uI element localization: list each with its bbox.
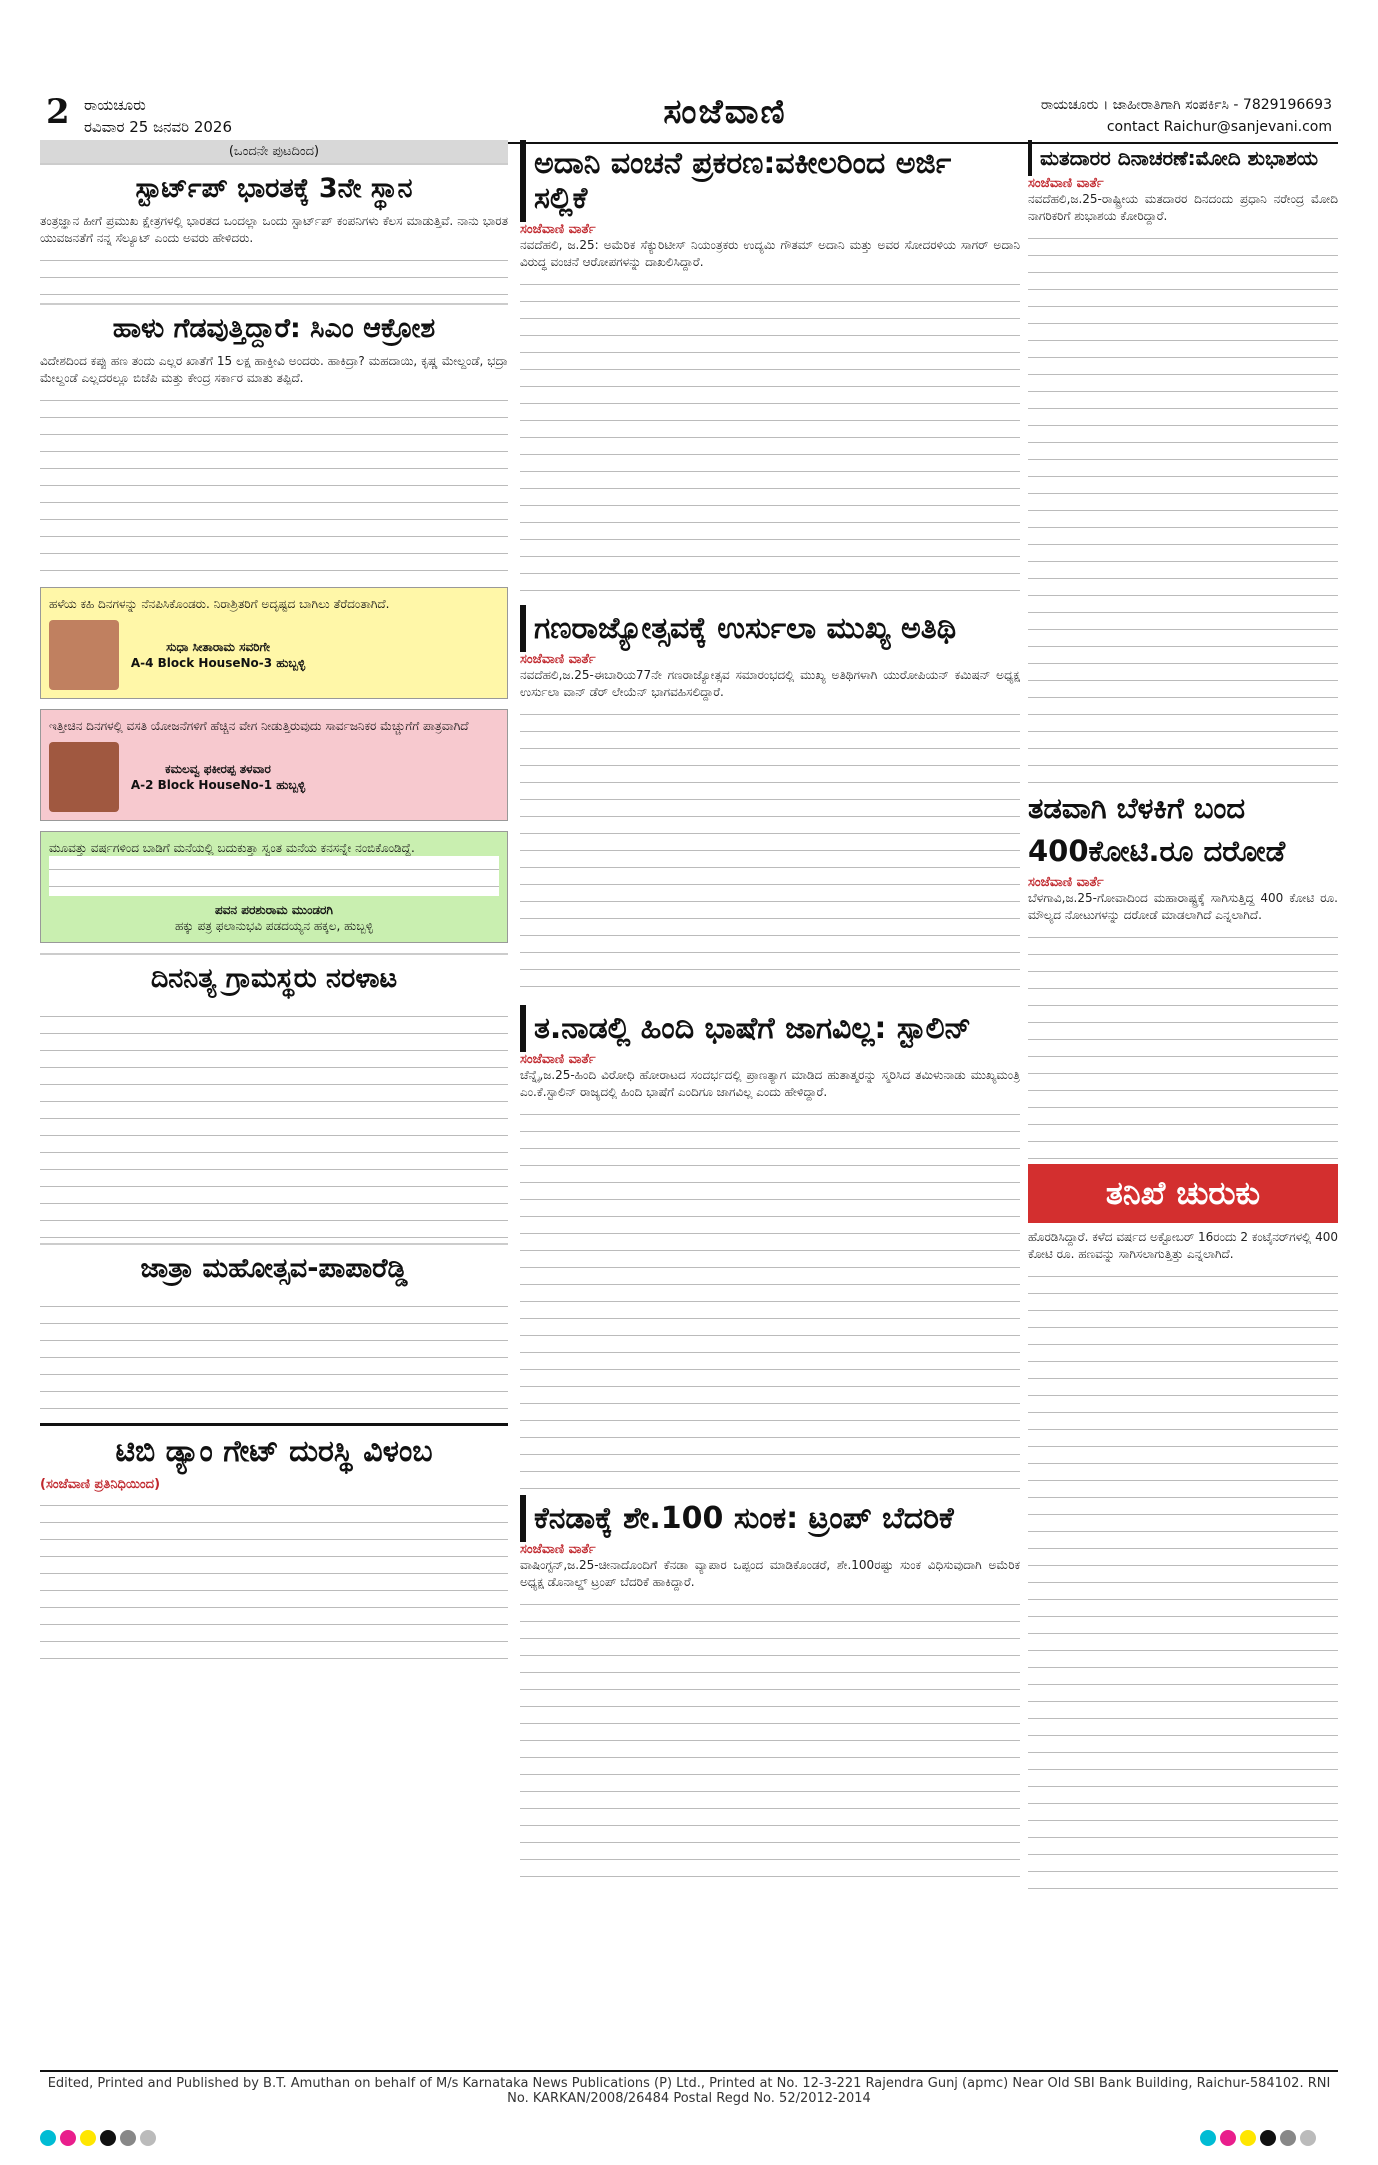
- column-right: [1028, 140, 1338, 1903]
- headline-stalin: ತ.ನಾಡಲ್ಲಿ ಹಿಂದಿ ಭಾಷೆಗೆ ಜಾಗವಿಲ್ಲ: ಸ್ಟಾಲಿನ್: [520, 1005, 1020, 1052]
- ad-pink-name: ಕಮಲವ್ವ ಫಕೀರಪ್ಪ ತಳವಾರ: [165, 762, 271, 776]
- article-stalin-lines: [520, 1101, 1020, 1491]
- article-ursula-body: ನವದೆಹಲಿ,ಜ.25-ಈಬಾರಿಯ77ನೇ ಗಣರಾಜ್ಯೋತ್ಸವ ಸಮಾರಂಭದಲ್ಲಿ ಮುಖ್ಯ ಅತಿಥಿಗಳಾಗಿ ಯುರೋಪಿಯನ್ ಕಮಿಷನ್ ಅಧ್ಯಕ್ಷ ಉರ್ಸುಲಾ ವಾನ್ ಡೆರ್ ಲೇಯೆನ್ ಭಾಗವಹಿಸಲಿದ್ದಾರೆ.: [520, 668, 1020, 699]
- ad-pink-photo: [49, 742, 119, 812]
- article-canada-body: ವಾಷಿಂಗ್ಟನ್,ಜ.25-ಚೀನಾದೊಂದಿಗೆ ಕೆನಡಾ ವ್ಯಾಪಾರ ಒಪ್ಪಂದ ಮಾಡಿಕೊಂಡರೆ, ಶೇ.100ರಷ್ಟು ಸುಂಕ ವಿಧಿಸುವುದಾಗಿ ಅಮೆರಿಕ ಅಧ್ಯಕ್ಷ ಡೊನಾಲ್ಡ್ ಟ್ರಂಪ್ ಬೆದರಿಕೆ ಹಾಕಿದ್ದಾರೆ.: [520, 1558, 1020, 1589]
- masthead: [40, 92, 1338, 144]
- logo: ಸಂಜೆವಾಣಿ: [663, 92, 787, 132]
- headline-voters-day: ಮತದಾರರ ದಿನಾಚರಣೆ:ಮೋದಿ ಶುಭಾಶಯ: [1028, 140, 1338, 176]
- headline-jatra: ಜಾತ್ರಾ ಮಹೋತ್ಸವ-ಪಾಪಾರೆಡ್ಡಿ: [40, 1243, 508, 1293]
- tb-dam-byline: (ಸಂಜೆವಾಣಿ ಪ್ರತಿನಿಧಿಯಿಂದ): [40, 1477, 161, 1492]
- headline-cm-akrosha: ಹಾಳು ಗೆಡವುತ್ತಿದ್ದಾರೆ: ಸಿಎಂ ಆಕ್ರೋಶ: [40, 303, 508, 353]
- article-startup-body: ತಂತ್ರಜ್ಞಾನ ಹೀಗೆ ಪ್ರಮುಖ ಕ್ಷೇತ್ರಗಳಲ್ಲಿ ಭಾರತದ ಒಂದಲ್ಲಾ ಒಂದು ಸ್ಟಾರ್ಟ್‌ಪ್ ಕಂಪನಿಗಳು ಕೆಲಸ ಮಾಡುತ್ತಿವೆ. ನಾನು ಭಾರತ ಯುವಜನತೆಗೆ ನನ್ನ ಸೆಲ್ಯೂಟ್ ಎಂದು ಅವರು ಹೇಳಿದರು.: [40, 214, 508, 245]
- color-registration-left: [40, 2130, 156, 2146]
- article-canada-lines: [520, 1591, 1020, 1891]
- ad-box-green: [40, 831, 508, 943]
- masthead-date: ರವಿವಾರ 25 ಜನವರಿ 2026: [84, 118, 233, 136]
- stalin-byline: ಸಂಜೆವಾಣಿ ವಾರ್ತೆ: [520, 1052, 596, 1067]
- ad-pink-caption: [131, 761, 305, 793]
- article-voters-lines: [1028, 225, 1338, 785]
- column-left: [40, 140, 508, 1662]
- article-cm-body: ವಿದೇಶದಿಂದ ಕಪ್ಪು ಹಣ ತಂದು ಎಲ್ಲರ ಖಾತೆಗೆ 15 ಲಕ್ಷ ಹಾಕ್ತೀವಿ ಅಂದರು. ಹಾಕಿದ್ರಾ? ಮಹದಾಯಿ, ಕೃಷ್ಣ ಮೇಲ್ದಂಡೆ, ಭದ್ರಾ ಮೇಲ್ದಂಡೆ ಎಲ್ಲದರಲ್ಲೂ ಬಿಜೆಪಿ ಮತ್ತು ಕೇಂದ್ರ ಸರ್ಕಾರ ಮಾತು ತಪ್ಪಿದೆ.: [40, 354, 508, 385]
- ad-yellow-caption: [131, 639, 305, 671]
- headline-canada: ಕೆನಡಾಕ್ಕೆ ಶೇ.100 ಸುಂಕ: ಟ್ರಂಪ್ ಬೆದರಿಕೆ: [520, 1495, 1020, 1542]
- page-number: 2: [46, 92, 70, 132]
- imprint-footer: Edited, Printed and Published by B.T. Amuthan on behalf of M/s Karnataka News Publications (P) Ltd., Printed at No. 12-3-221 Rajendra Gunj (apmc) Near Old SBI Bank Building, Raichur-584102. RNI No. KARKAN/2008/26484 Postal Regd No. 52/2012-2014: [40, 2070, 1338, 2094]
- ad-yellow-photo: [49, 620, 119, 690]
- ursula-byline: ಸಂಜೆವಾಣಿ ವಾರ್ತೆ: [520, 652, 596, 667]
- masthead-dateline: [84, 94, 232, 138]
- masthead-contact: [1041, 94, 1332, 138]
- robbery-byline: ಸಂಜೆವಾಣಿ ವಾರ್ತೆ: [1028, 875, 1104, 890]
- continued-tag: (ಒಂದನೇ ಪುಟದಿಂದ): [40, 140, 508, 163]
- article-startup-lines: [40, 247, 508, 303]
- ad-green-text: ಮೂವತ್ತು ವರ್ಷಗಳಿಂದ ಬಾಡಿಗೆ ಮನೆಯಲ್ಲಿ ಬದುಕುತ್ತಾ ಸ್ವಂತ ಮನೆಯ ಕನಸನ್ನೇ ನಂಬಿಕೊಂಡಿದ್ದೆ.: [49, 841, 415, 855]
- article-robbery-body: ಬೆಳಗಾವಿ,ಜ.25-ಗೋವಾದಿಂದ ಮಹಾರಾಷ್ಟ್ರಕ್ಕೆ ಸಾಗಿಸುತ್ತಿದ್ದ 400 ಕೋಟಿ ರೂ. ಮೌಲ್ಯದ ನೋಟುಗಳನ್ನು ದರೋಡೆ ಮಾಡಲಾಗಿದೆ ಎನ್ನಲಾಗಿದೆ.: [1028, 891, 1338, 922]
- ad-pink-address: A-2 Block HouseNo-1 ಹುಬ್ಬಳ್ಳಿ: [130, 778, 306, 792]
- article-robbery-lines: [1028, 924, 1338, 1164]
- article-ursula-lines: [520, 701, 1020, 1001]
- tanike-banner: ತನಿಖೆ ಚುರುಕು: [1028, 1164, 1338, 1223]
- article-voters-body: ನವದೆಹಲಿ,ಜ.25-ರಾಷ್ಟ್ರೀಯ ಮತದಾರರ ದಿನದಂದು ಪ್ರಧಾನಿ ನರೇಂದ್ರ ಮೋದಿ ನಾಗರಿಕರಿಗೆ ಶುಭಾಶಯ ಕೋರಿದ್ದಾರೆ.: [1028, 192, 1338, 223]
- headline-robbery-line1: ತಡವಾಗಿ ಬೆಳಕಿಗೆ ಬಂದ: [1028, 791, 1246, 825]
- headline-startup: ಸ್ಟಾರ್ಟ್‌ಪ್ ಭಾರತಕ್ಕೆ 3ನೇ ಸ್ಥಾನ: [40, 163, 508, 213]
- masthead-city: ರಾಯಚೂರು: [84, 96, 146, 114]
- column-middle: [520, 140, 1020, 1891]
- ad-green-sub: ಹಕ್ಕು ಪತ್ರ ಫಲಾನುಭವಿ ಪಡದಯ್ಯನ ಹಕ್ಕಲ, ಹುಬ್ಬಳ್ಳಿ: [174, 919, 374, 933]
- article-tanike-body: ಹೊರಡಿಸಿದ್ದಾರೆ. ಕಳೆದ ವರ್ಷದ ಅಕ್ಟೋಬರ್ 16ರಂದು 2 ಕಂಟೈನರ್‌ಗಳಲ್ಲಿ 400 ಕೋಟಿ ರೂ. ಹಣವನ್ನು ಸಾಗಿಸಲಾಗುತ್ತಿತ್ತು ಎನ್ನಲಾಗಿದೆ.: [1028, 1230, 1338, 1261]
- article-gramastharu-lines: [40, 1003, 508, 1243]
- color-registration-right: [1200, 2130, 1316, 2146]
- contact-email: contact Raichur@sanjevani.com: [1106, 119, 1332, 135]
- headline-ursula: ಗಣರಾಜ್ಯೋತ್ಸವಕ್ಕೆ ಉರ್ಸುಲಾ ಮುಖ್ಯ ಅತಿಥಿ: [520, 605, 1020, 652]
- headline-robbery-line2: 400ಕೋಟಿ.ರೂ ದರೋಡೆ: [1028, 834, 1286, 868]
- article-tanike-lines: [1028, 1263, 1338, 1903]
- ad-box-pink: [40, 709, 508, 821]
- canada-byline: ಸಂಜೆವಾಣಿ ವಾರ್ತೆ: [520, 1542, 596, 1557]
- article-adani-body: ನವದೆಹಲಿ, ಜ.25: ಅಮೆರಿಕ ಸೆಕ್ಯುರಿಟೀಸ್ ನಿಯಂತ್ರಕರು ಉದ್ಯಮಿ ಗೌತಮ್ ಅದಾನಿ ಮತ್ತು ಅವರ ಸೋದರಳಿಯ ಸಾಗರ್ ಅದಾನಿ ವಿರುದ್ಧ ವಂಚನೆ ಆರೋಪಗಳನ್ನು ದಾಖಲಿಸಿದ್ದಾರೆ.: [520, 238, 1020, 269]
- ad-box-yellow: [40, 587, 508, 699]
- article-jatra-lines: [40, 1293, 508, 1423]
- adani-byline: ಸಂಜೆವಾಣಿ ವಾರ್ತೆ: [520, 222, 596, 237]
- ad-yellow-name: ಸುಧಾ ಸೀತಾರಾಮ ಸವರಿಗೇ: [166, 640, 270, 654]
- article-tb-dam-lines: [40, 1492, 508, 1662]
- ad-yellow-address: A-4 Block HouseNo-3 ಹುಬ್ಬಳ್ಳಿ: [130, 656, 306, 670]
- headline-gramastharu: ದಿನನಿತ್ಯ ಗ್ರಾಮಸ್ಥರು ನರಳಾಟ: [40, 953, 508, 1003]
- ad-pink-text: ಇತ್ತೀಚಿನ ದಿನಗಳಲ್ಲಿ ವಸತಿ ಯೋಜನೆಗಳಿಗೆ ಹೆಚ್ಚಿನ ವೇಗ ನೀಡುತ್ತಿರುವುದು ಸಾರ್ವಜನಿಕರ ಮೆಚ್ಚುಗೆಗೆ ಪಾತ್ರವಾಗಿದೆ: [49, 719, 469, 733]
- contact-line: ರಾಯಚೂರು । ಜಾಹೀರಾತಿಗಾಗಿ ಸಂಪರ್ಕಿಸಿ - 7829196693: [1040, 97, 1332, 113]
- headline-adani: ಅದಾನಿ ವಂಚನೆ ಪ್ರಕರಣ:ವಕೀಲರಿಂದ ಅರ್ಜಿ ಸಲ್ಲಿಕೆ: [520, 140, 1020, 222]
- ad-green-name: ಪವನ ಪರಶುರಾಮ ಮುಂಡರಗಿ: [215, 903, 333, 917]
- headline-tb-dam: ಟಿಬಿ ಡ್ಯಾಂ ಗೇಟ್ ದುರಸ್ಥಿ ವಿಳಂಬ: [40, 1423, 508, 1477]
- article-cm-lines: [40, 387, 508, 577]
- article-stalin-body: ಚೆನ್ನೈ,ಜ.25-ಹಿಂದಿ ವಿರೋಧಿ ಹೋರಾಟದ ಸಂದರ್ಭದಲ್ಲಿ ಪ್ರಾಣತ್ಯಾಗ ಮಾಡಿದ ಹುತಾತ್ಮರನ್ನು ಸ್ಮರಿಸಿದ ತಮಿಳುನಾಡು ಮುಖ್ಯಮಂತ್ರಿ ಎಂ.ಕೆ.ಸ್ಟಾಲಿನ್ ರಾಜ್ಯದಲ್ಲಿ ಹಿಂದಿ ಭಾಷೆಗೆ ಎಂದಿಗೂ ಜಾಗವಿಲ್ಲ ಎಂದು ಹೇಳಿದ್ದಾರೆ.: [520, 1068, 1020, 1099]
- ad-yellow-text: ಹಳೆಯ ಕಹಿ ದಿನಗಳನ್ನು ನೆನಪಿಸಿಕೊಂಡರು. ನಿರಾಶ್ರಿತರಿಗೆ ಅದೃಷ್ಟದ ಬಾಗಿಲು ತೆರೆದಂತಾಗಿದೆ.: [49, 597, 390, 611]
- article-adani-lines: [520, 271, 1020, 601]
- voters-day-byline: ಸಂಜೆವಾಣಿ ವಾರ್ತೆ: [1028, 176, 1104, 191]
